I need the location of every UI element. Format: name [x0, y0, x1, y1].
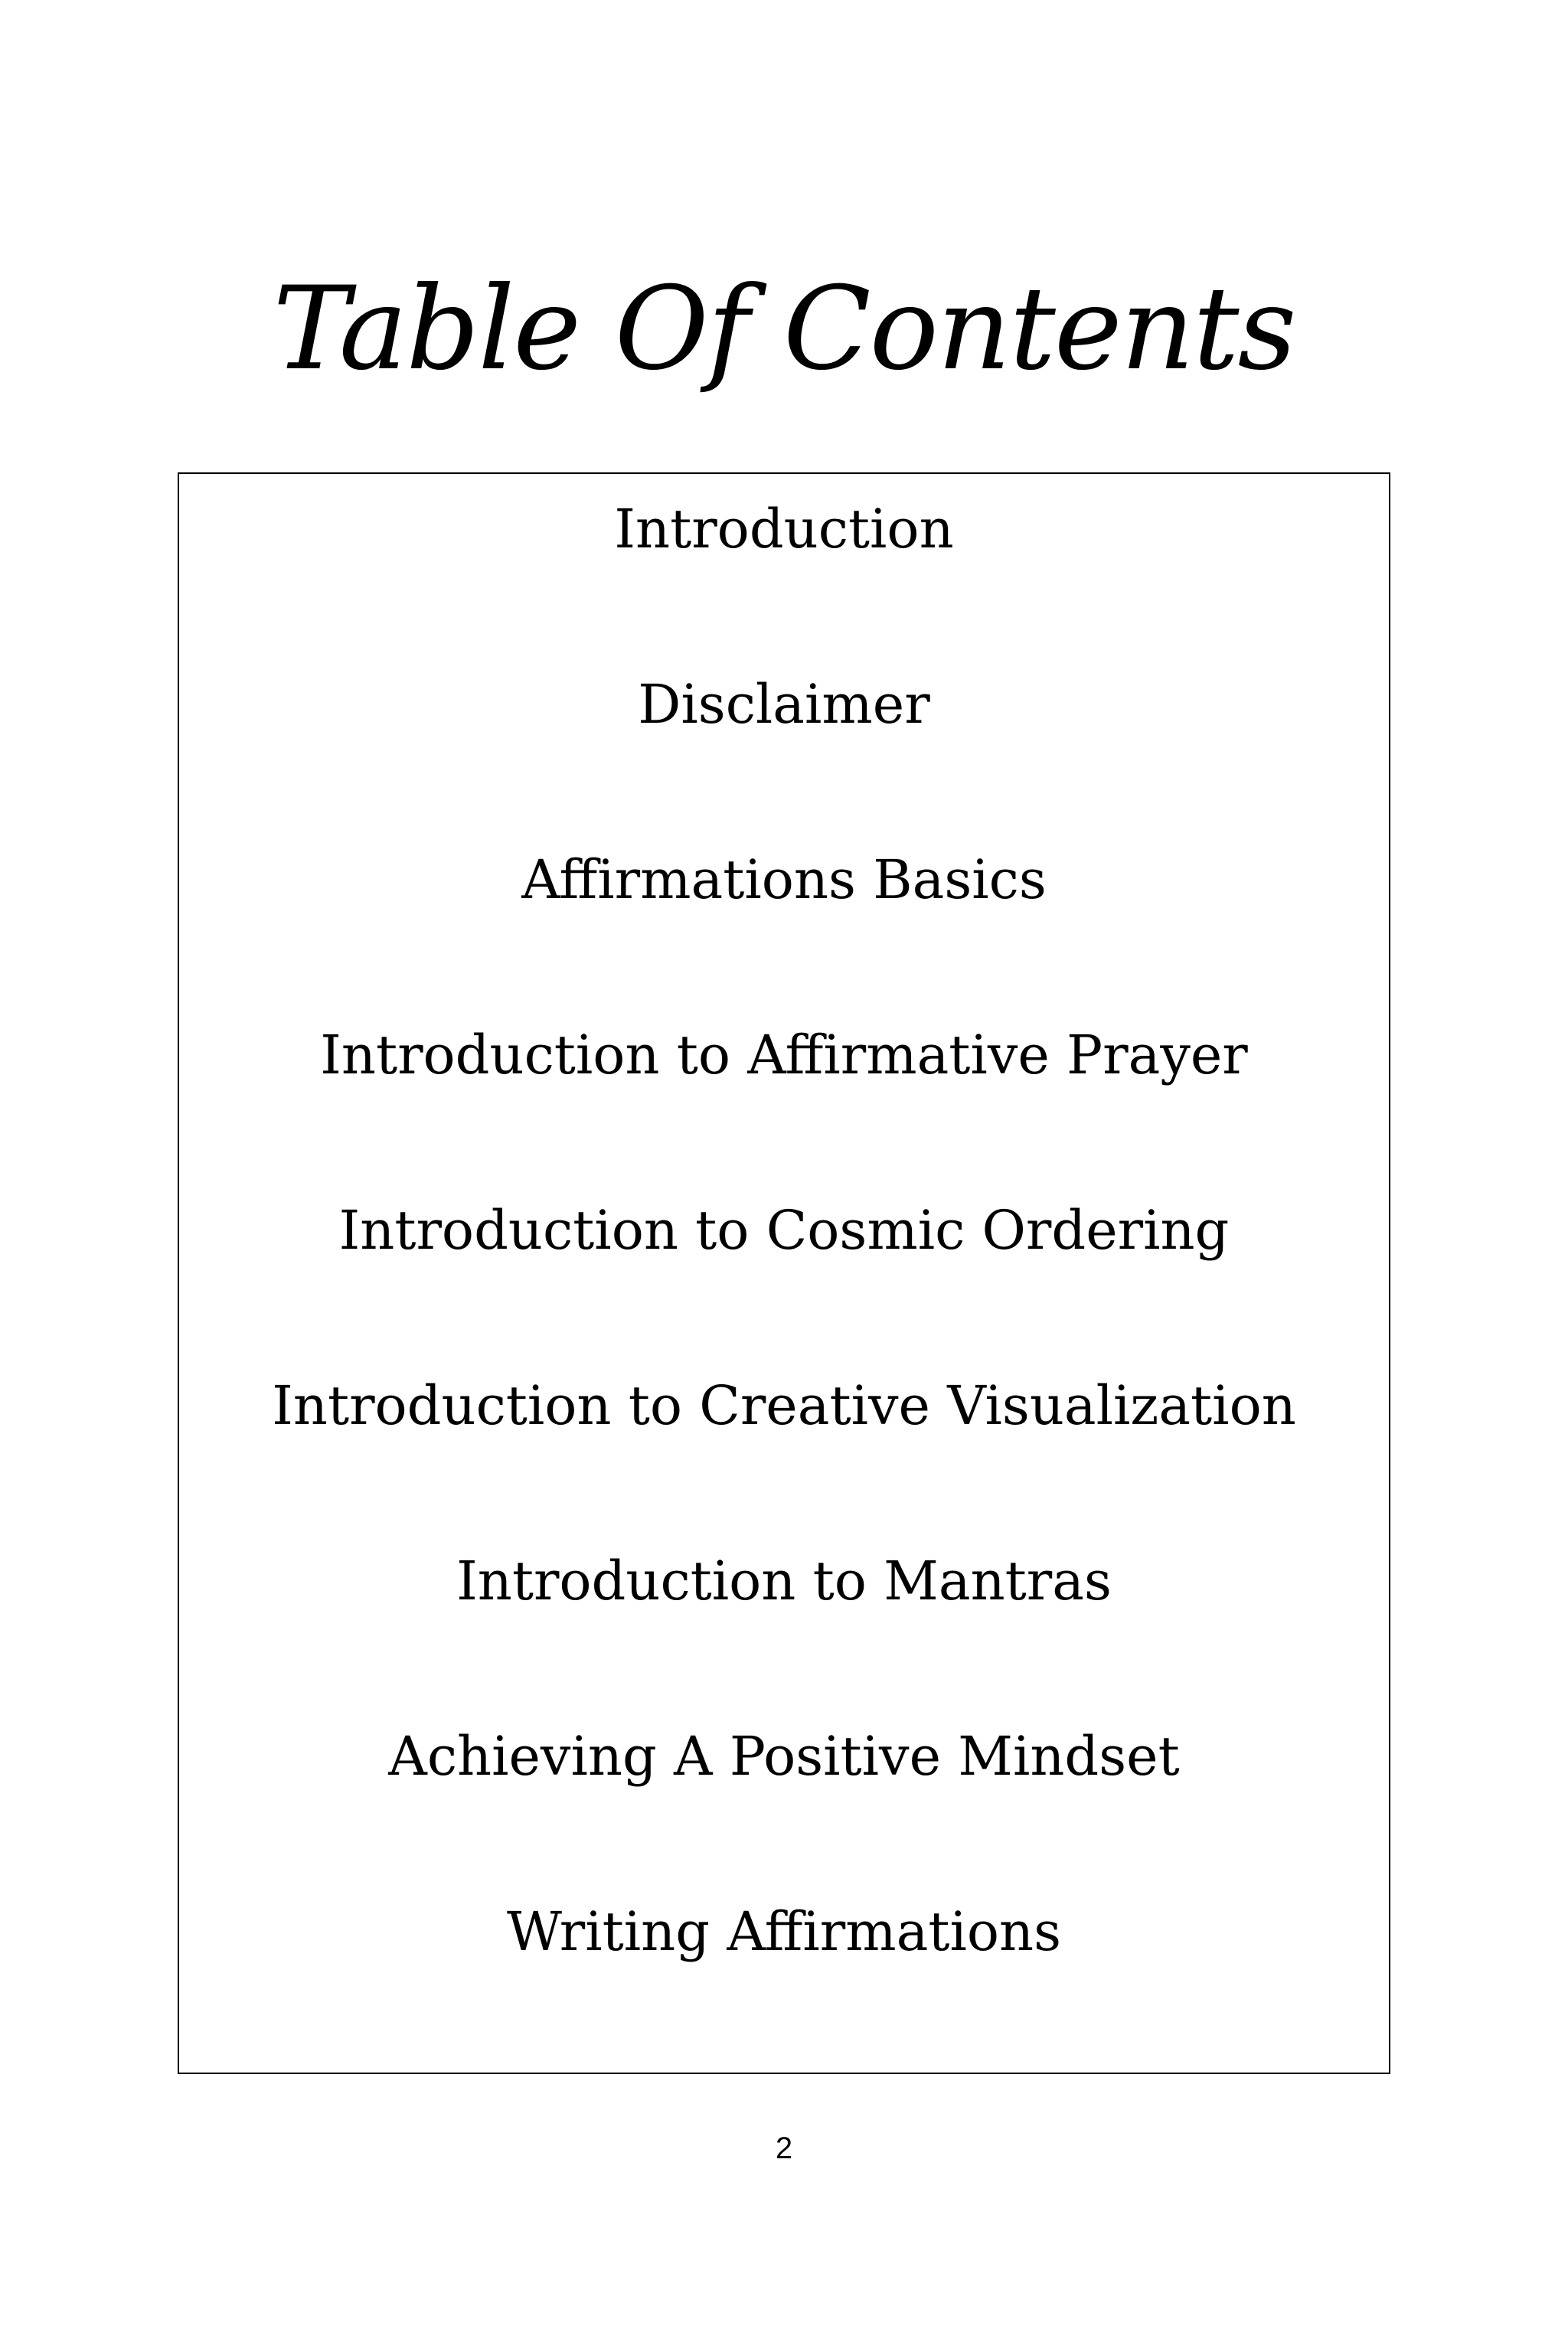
toc-item-writing-affirmations: Writing Affirmations [507, 1900, 1061, 1963]
toc-item-disclaimer: Disclaimer [638, 673, 930, 736]
page-number: 2 [775, 2132, 793, 2165]
page-title: Table Of Contents [273, 263, 1295, 396]
table-of-contents-box [178, 472, 1390, 2074]
toc-item-affirmations-basics: Affirmations Basics [521, 848, 1047, 911]
toc-item-affirmative-prayer: Introduction to Affirmative Prayer [320, 1024, 1248, 1086]
toc-item-mantras: Introduction to Mantras [456, 1550, 1112, 1612]
toc-item-introduction: Introduction [614, 498, 954, 560]
toc-item-creative-visualization: Introduction to Creative Visualization [272, 1374, 1296, 1437]
toc-item-positive-mindset: Achieving A Positive Mindset [388, 1725, 1180, 1788]
toc-item-cosmic-ordering: Introduction to Cosmic Ordering [338, 1199, 1230, 1262]
